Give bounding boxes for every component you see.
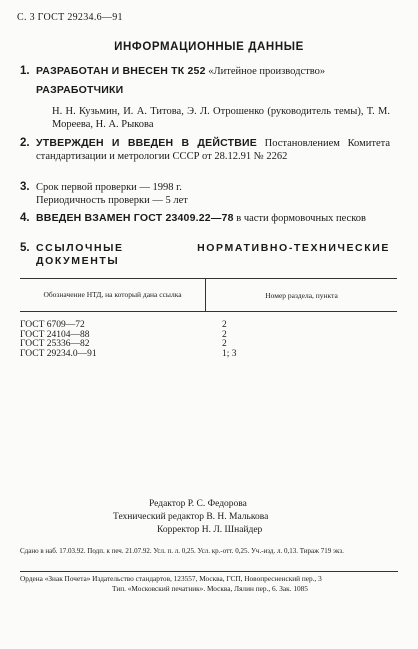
developers-heading: РАЗРАБОТЧИКИ (36, 84, 124, 96)
section-3 (20, 181, 390, 207)
table-cell-doc: ГОСТ 24104—88 (20, 329, 90, 340)
section-5 (20, 242, 390, 268)
periodicity-line: Периодичность проверки — 5 лет (36, 195, 188, 206)
column-header-document: Обозначение НТД, на который дана ссылка (20, 279, 206, 311)
credits-block (0, 498, 418, 537)
section-number: 3. (20, 181, 30, 193)
section-number: 2. (20, 137, 30, 149)
table-cell-doc: ГОСТ 25336—82 (20, 339, 90, 349)
table-cell-doc: ГОСТ 29234.0—91 (20, 348, 97, 359)
section-caps: ВВЕДЕН ВЗАМЕН ГОСТ 23409.22—78 (36, 212, 234, 224)
section-4 (20, 212, 390, 225)
section-1 (20, 65, 390, 131)
table-cell-ref: 2 (222, 329, 227, 340)
section-number: 5. (20, 242, 30, 254)
table-cell-ref: 1; 3 (222, 348, 237, 359)
table-cell-ref: 2 (222, 320, 227, 330)
section-text: в части формовочных песков (236, 213, 366, 224)
divider (20, 571, 398, 572)
page-title: ИНФОРМАЦИОННЫЕ ДАННЫЕ (114, 41, 304, 53)
editor-credit: Редактор Р. С. Федорова (149, 499, 247, 509)
imprint-line: Сдано в наб. 17.03.92. Подп. к печ. 21.07.92. Усл. п. л. 0,25. Усл. кр.-отт. 0,25. Уч.-изд. л. 0,13. Тираж 719 экз. (20, 547, 344, 555)
section-text: «Литейное производство» (208, 66, 326, 77)
column-header-section: Номер раздела, пункта (265, 290, 338, 300)
table-body (20, 321, 397, 359)
section-2 (20, 137, 390, 163)
section-number: 4. (20, 212, 30, 224)
table-cell-ref: 2 (222, 339, 227, 349)
tech-editor-credit: Технический редактор В. Н. Малькова (113, 512, 269, 522)
section-caps: ССЫЛОЧНЫЕ НОРМАТИВНО-ТЕХНИЧЕСКИЕ ДОКУМЕНТЫ (36, 242, 390, 267)
first-check-line: Срок первой проверки — 1998 г. (36, 182, 182, 193)
reference-table (20, 278, 397, 359)
table-cell-doc: ГОСТ 6709—72 (20, 320, 85, 330)
section-number: 1. (20, 65, 30, 77)
publisher-block (20, 574, 400, 594)
publisher-line-2: Тип. «Московский печатник». Москва, Лялин пер., 6. Зак. 1085 (112, 584, 308, 593)
table-header (20, 278, 397, 312)
section-caps: УТВЕРЖДЕН И ВВЕДЕН В ДЕЙСТВИЕ (36, 137, 257, 149)
page-header: С. 3 ГОСТ 29234.6—91 (17, 12, 123, 23)
corrector-credit: Корректор Н. Л. Шнайдер (157, 525, 263, 535)
section-caps: РАЗРАБОТАН И ВНЕСЕН ТК 252 (36, 65, 206, 77)
publisher-line-1: Ордена «Знак Почета» Издательство стандартов, 123557, Москва, ГСП, Новопресненский пер., 3 (20, 574, 322, 583)
developers-list: Н. Н. Кузьмин, И. А. Титова, Э. Л. Отрошенко (руководитель темы), Т. М. Мореева, Н. А. Рыкова (52, 106, 390, 130)
section-text: Постановлением Комитета стандартизации и метрологии СССР от 28.12.91 № 2262 (36, 138, 390, 162)
